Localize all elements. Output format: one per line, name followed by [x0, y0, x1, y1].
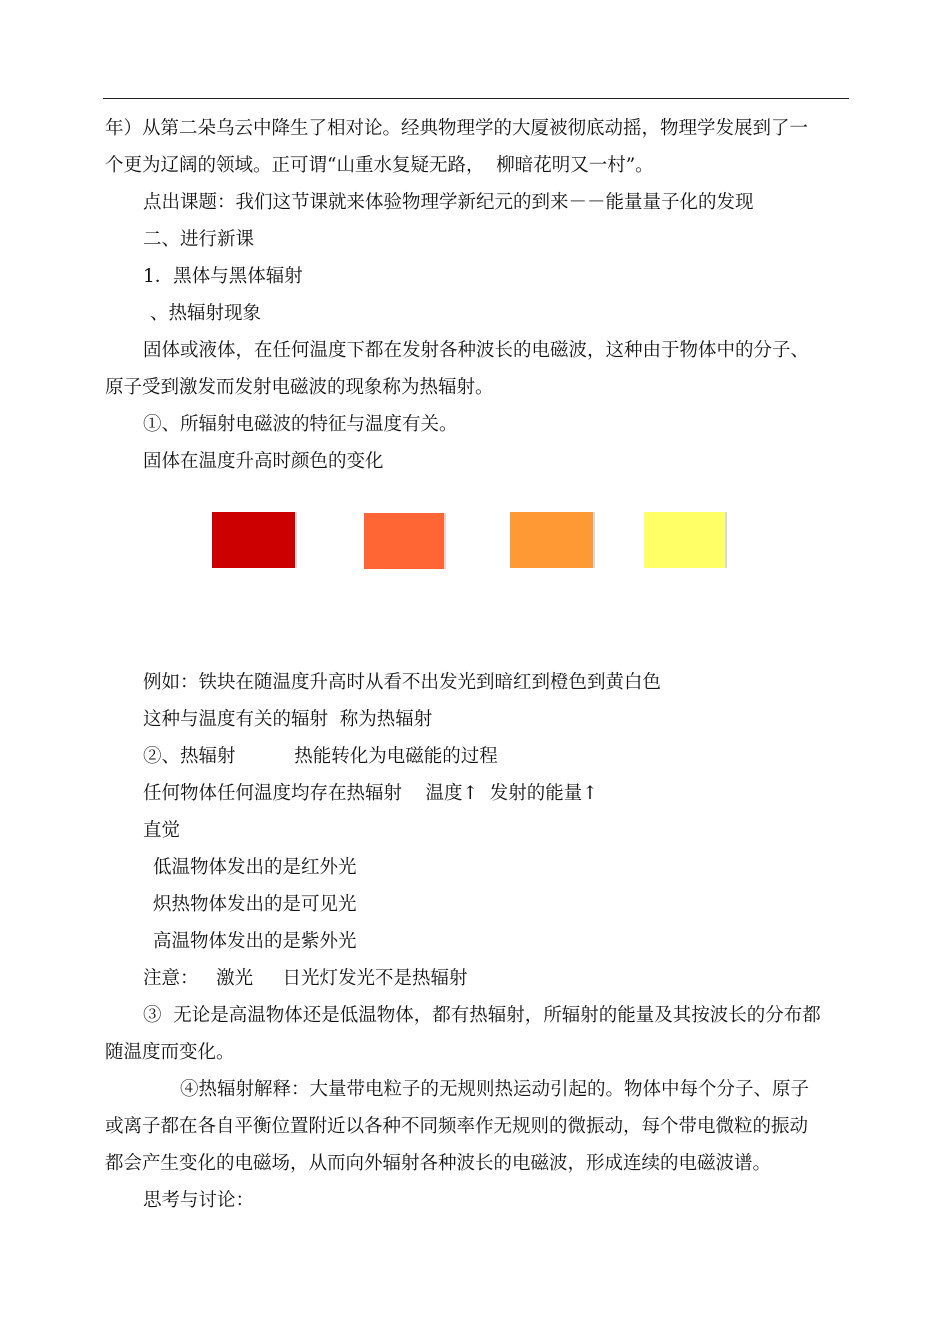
text-line: ①、所辐射电磁波的特征与温度有关。 [143, 414, 458, 435]
text-line: 个更为辽阔的领域。正可谓“山重水复疑无路， 柳暗花明又一村”。 [105, 155, 654, 176]
text-line: 原子受到激发而发射电磁波的现象称为热辐射。 [105, 377, 494, 398]
header-rule [103, 98, 849, 99]
text-line: 都会产生变化的电磁场，从而向外辐射各种波长的电磁波，形成连续的电磁波谱。 [105, 1153, 772, 1174]
text-line: 高温物体发出的是紫外光 [153, 931, 357, 952]
text-line: 固体或液体，在任何温度下都在发射各种波长的电磁波，这种由于物体中的分子、 [143, 340, 810, 361]
text-line: ②、热辐射 热能转化为电磁能的过程 [143, 746, 498, 767]
text-line: 炽热物体发出的是可见光 [153, 894, 357, 915]
text-line: 点出课题：我们这节课就来体验物理学新纪元的到来－－能量量子化的发现 [143, 192, 754, 213]
section-heading: 二、进行新课 [143, 229, 255, 250]
color-swatch-orange [510, 512, 593, 568]
subsection-heading: 1．黑体与黑体辐射 [143, 266, 303, 287]
text-line: 任何物体任何温度均存在热辐射 温度↑ 发射的能量↑ [143, 783, 598, 804]
color-swatch-red-orange [364, 513, 444, 569]
text-line: 直觉 [143, 820, 181, 841]
text-line: 随温度而变化。 [105, 1042, 235, 1063]
text-line: ③ 无论是高温物体还是低温物体，都有热辐射，所辐射的能量及其按波长的分布都 [143, 1005, 821, 1026]
subsection-heading: 、热辐射现象 [150, 303, 262, 324]
text-line: 思考与讨论： [143, 1190, 255, 1211]
text-line: 年）从第二朵乌云中降生了相对论。经典物理学的大厦被彻底动摇，物理学发展到了一 [105, 118, 809, 139]
text-line: ④热辐射解释：大量带电粒子的无规则热运动引起的。物体中每个分子、原子 [180, 1079, 810, 1100]
text-line: 这种与温度有关的辐射 称为热辐射 [143, 709, 433, 730]
text-line: 注意： 激光 日光灯发光不是热辐射 [143, 968, 468, 989]
text-line: 例如：铁块在随温度升高时从看不出发光到暗红到橙色到黄白色 [143, 672, 662, 693]
color-swatch-dark-red [212, 512, 295, 568]
text-line: 或离子都在各自平衡位置附近以各种不同频率作无规则的微振动，每个带电微粒的振动 [105, 1116, 809, 1137]
color-swatch-yellow [644, 512, 725, 568]
text-line: 低温物体发出的是红外光 [153, 857, 357, 878]
text-line: 固体在温度升高时颜色的变化 [143, 451, 384, 472]
